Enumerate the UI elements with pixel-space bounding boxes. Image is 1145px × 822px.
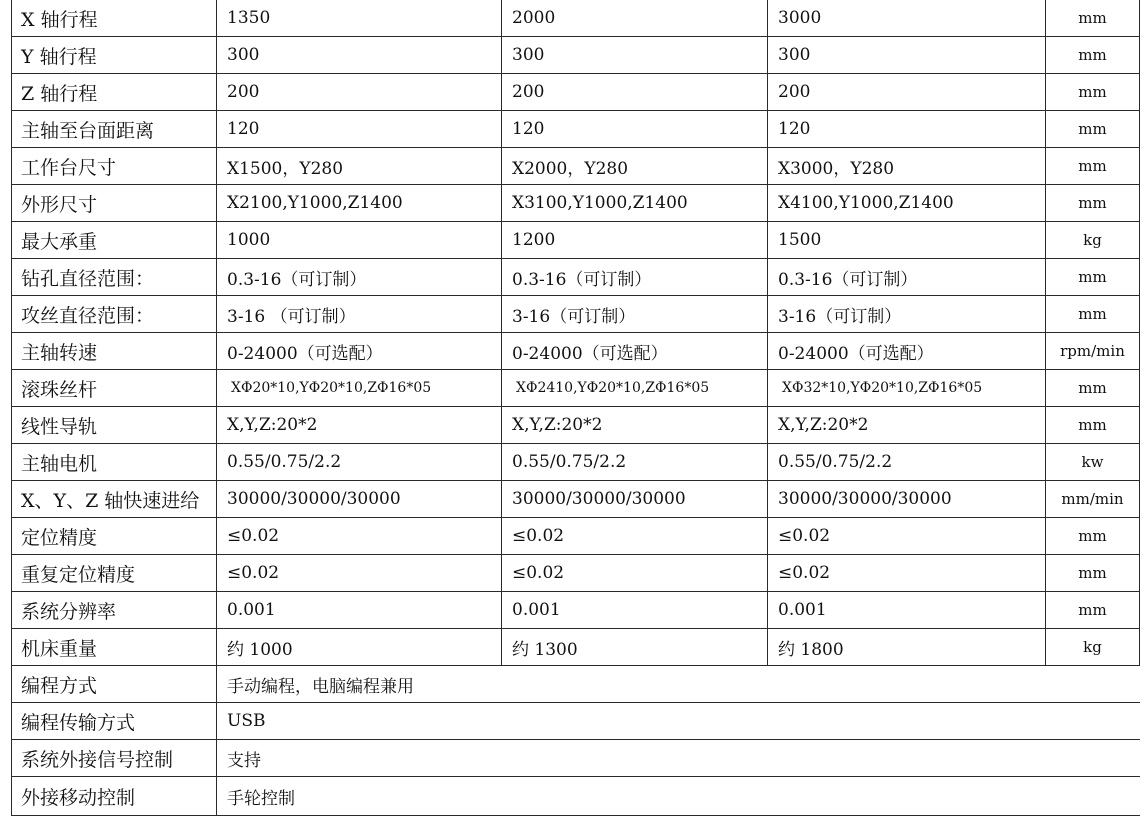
cell-value-model-2: X,Y,Z:20*2 — [502, 407, 768, 444]
cell-value-model-2: 200 — [502, 74, 768, 111]
spec-table — [11, 0, 1140, 816]
cell-value-model-1: X1500，Y280 — [217, 148, 502, 185]
cell-value-model-1: 30000/30000/30000 — [217, 481, 502, 518]
cell-unit: mm — [1046, 592, 1140, 629]
cell-value-model-2: 3-16（可订制） — [502, 296, 768, 333]
row-label: 编程方式 — [12, 666, 217, 703]
cell-value-model-2: X2000，Y280 — [502, 148, 768, 185]
table-row — [12, 370, 1140, 407]
row-label: 钻孔直径范围： — [12, 259, 217, 296]
cell-value-model-1: 120 — [217, 111, 502, 148]
cell-value-model-3: 1500 — [768, 222, 1046, 259]
cell-value-model-2: 1200 — [502, 222, 768, 259]
row-label: Y 轴行程 — [12, 37, 217, 74]
table-row — [12, 222, 1140, 259]
cell-value-model-3: 0-24000（可选配） — [768, 333, 1046, 370]
row-label: Z 轴行程 — [12, 74, 217, 111]
cell-value-model-3: 120 — [768, 111, 1046, 148]
cell-value-model-3: 0.3-16（可订制） — [768, 259, 1046, 296]
cell-value-model-1: 0-24000（可选配） — [217, 333, 502, 370]
table-row — [12, 777, 1140, 816]
cell-value-general: 手轮控制 — [217, 777, 1140, 816]
cell-unit: mm — [1046, 407, 1140, 444]
table-row — [12, 111, 1140, 148]
cell-value-model-2: 0.3-16（可订制） — [502, 259, 768, 296]
row-label: 主轴至台面距离 — [12, 111, 217, 148]
table-row — [12, 37, 1140, 74]
cell-value-model-3: 3-16（可订制） — [768, 296, 1046, 333]
cell-value-model-3: 0.001 — [768, 592, 1046, 629]
cell-value-model-1: 1350 — [217, 0, 502, 37]
cell-value-model-3: 0.55/0.75/2.2 — [768, 444, 1046, 481]
cell-unit: mm — [1046, 518, 1140, 555]
row-label: 主轴电机 — [12, 444, 217, 481]
table-row — [12, 518, 1140, 555]
cell-unit: mm — [1046, 555, 1140, 592]
row-label: 外接移动控制 — [12, 777, 217, 816]
row-label: 重复定位精度 — [12, 555, 217, 592]
row-label: 攻丝直径范围： — [12, 296, 217, 333]
cell-value-model-1: 1000 — [217, 222, 502, 259]
cell-value-model-3: X3000，Y280 — [768, 148, 1046, 185]
table-row — [12, 666, 1140, 703]
cell-value-model-3: 300 — [768, 37, 1046, 74]
cell-unit: mm — [1046, 37, 1140, 74]
row-label: 系统分辨率 — [12, 592, 217, 629]
cell-unit: kg — [1046, 629, 1140, 666]
cell-value-model-2: 约 1300 — [502, 629, 768, 666]
table-row — [12, 555, 1140, 592]
cell-value-general: 手动编程，电脑编程兼用 — [217, 666, 1140, 703]
row-label: 编程传输方式 — [12, 703, 217, 740]
cell-unit: mm — [1046, 74, 1140, 111]
table-row — [12, 444, 1140, 481]
row-label: 机床重量 — [12, 629, 217, 666]
table-row — [12, 481, 1140, 518]
table-row — [12, 185, 1140, 222]
cell-value-model-3: 200 — [768, 74, 1046, 111]
cell-value-model-2: 300 — [502, 37, 768, 74]
cell-unit: mm — [1046, 296, 1140, 333]
cell-unit: mm/min — [1046, 481, 1140, 518]
cell-value-model-3: 约 1800 — [768, 629, 1046, 666]
cell-value-model-1: X,Y,Z:20*2 — [217, 407, 502, 444]
cell-value-model-1: ≤0.02 — [217, 555, 502, 592]
row-label: X、Y、Z 轴快速进给 — [12, 481, 217, 518]
cell-unit: mm — [1046, 148, 1140, 185]
cell-value-general: 支持 — [217, 740, 1140, 777]
table-row — [12, 703, 1140, 740]
cell-unit: kw — [1046, 444, 1140, 481]
cell-value-model-2: 2000 — [502, 0, 768, 37]
row-label: X 轴行程 — [12, 0, 217, 37]
table-row — [12, 740, 1140, 777]
table-row — [12, 296, 1140, 333]
cell-value-model-2: ≤0.02 — [502, 555, 768, 592]
cell-value-model-3: X4100,Y1000,Z1400 — [768, 185, 1046, 222]
cell-value-model-3: ≤0.02 — [768, 518, 1046, 555]
cell-unit: mm — [1046, 185, 1140, 222]
cell-value-model-3: ≤0.02 — [768, 555, 1046, 592]
cell-value-model-3: XΦ32*10,YΦ20*10,ZΦ16*05 — [768, 370, 1046, 407]
cell-value-model-3: X,Y,Z:20*2 — [768, 407, 1046, 444]
cell-unit: mm — [1046, 0, 1140, 37]
table-row — [12, 407, 1140, 444]
cell-unit: mm — [1046, 111, 1140, 148]
cell-value-model-2: 120 — [502, 111, 768, 148]
table-row — [12, 333, 1140, 370]
cell-value-model-2: 0-24000（可选配） — [502, 333, 768, 370]
cell-value-model-1: 0.3-16（可订制） — [217, 259, 502, 296]
cell-value-general: USB — [217, 703, 1140, 740]
cell-value-model-2: 0.55/0.75/2.2 — [502, 444, 768, 481]
row-label: 外形尺寸 — [12, 185, 217, 222]
cell-value-model-1: 200 — [217, 74, 502, 111]
row-label: 工作台尺寸 — [12, 148, 217, 185]
cell-value-model-3: 30000/30000/30000 — [768, 481, 1046, 518]
cell-value-model-2: XΦ2410,YΦ20*10,ZΦ16*05 — [502, 370, 768, 407]
row-label: 滚珠丝杆 — [12, 370, 217, 407]
table-row — [12, 0, 1140, 37]
table-row — [12, 148, 1140, 185]
row-label: 主轴转速 — [12, 333, 217, 370]
cell-unit: mm — [1046, 370, 1140, 407]
row-label: 定位精度 — [12, 518, 217, 555]
cell-value-model-1: XΦ20*10,YΦ20*10,ZΦ16*05 — [217, 370, 502, 407]
cell-value-model-1: X2100,Y1000,Z1400 — [217, 185, 502, 222]
cell-value-model-2: 30000/30000/30000 — [502, 481, 768, 518]
cell-value-model-1: 300 — [217, 37, 502, 74]
cell-unit: mm — [1046, 259, 1140, 296]
cell-unit: kg — [1046, 222, 1140, 259]
cell-value-model-1: ≤0.02 — [217, 518, 502, 555]
cell-unit: rpm/min — [1046, 333, 1140, 370]
cell-value-model-1: 约 1000 — [217, 629, 502, 666]
cell-value-model-2: X3100,Y1000,Z1400 — [502, 185, 768, 222]
cell-value-model-1: 0.001 — [217, 592, 502, 629]
cell-value-model-2: 0.001 — [502, 592, 768, 629]
cell-value-model-1: 3-16 （可订制） — [217, 296, 502, 333]
cell-value-model-2: ≤0.02 — [502, 518, 768, 555]
row-label: 线性导轨 — [12, 407, 217, 444]
table-row — [12, 259, 1140, 296]
table-row — [12, 592, 1140, 629]
cell-value-model-3: 3000 — [768, 0, 1046, 37]
spec-table-body — [12, 0, 1140, 816]
table-row — [12, 629, 1140, 666]
cell-value-model-1: 0.55/0.75/2.2 — [217, 444, 502, 481]
row-label: 系统外接信号控制 — [12, 740, 217, 777]
row-label: 最大承重 — [12, 222, 217, 259]
table-row — [12, 74, 1140, 111]
